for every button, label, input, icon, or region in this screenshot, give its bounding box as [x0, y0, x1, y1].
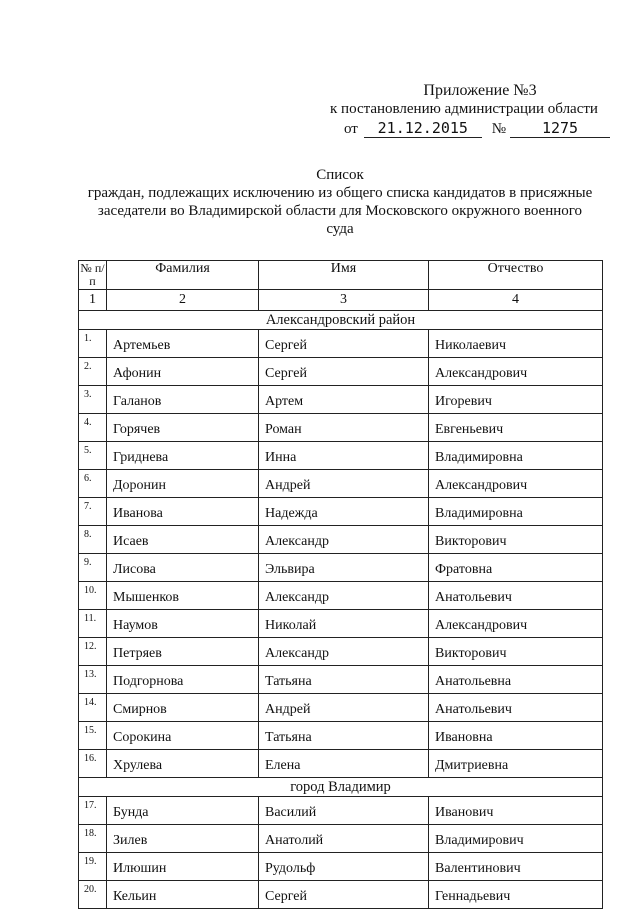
- patronymic-cell: Анатольевич: [429, 694, 603, 722]
- column-number: 4: [429, 290, 603, 311]
- patronymic-cell: Александрович: [429, 358, 603, 386]
- patronymic-cell: Евгеньевич: [429, 414, 603, 442]
- name-cell: Николай: [259, 610, 429, 638]
- heading-line-3: заседатели во Владимирской области для Московского окружного военного: [97, 203, 583, 219]
- appendix-date-line: [330, 120, 610, 138]
- row-number: 2.: [79, 358, 107, 386]
- row-number: 10.: [79, 582, 107, 610]
- surname-cell: Кельин: [107, 881, 259, 909]
- row-number: 20.: [79, 881, 107, 909]
- surname-cell: Бунда: [107, 797, 259, 825]
- appendix-title: Приложение №3: [423, 82, 537, 99]
- name-cell: Артем: [259, 386, 429, 414]
- row-number: 5.: [79, 442, 107, 470]
- name-cell: Анатолий: [259, 825, 429, 853]
- name-cell: Василий: [259, 797, 429, 825]
- surname-cell: Иванова: [107, 498, 259, 526]
- header-num: № п/п: [80, 261, 105, 288]
- document-heading: [60, 166, 620, 238]
- patronymic-cell: Иванович: [429, 797, 603, 825]
- row-number: 7.: [79, 498, 107, 526]
- name-cell: Сергей: [259, 881, 429, 909]
- column-numbers-row: [79, 290, 603, 311]
- row-number: 8.: [79, 526, 107, 554]
- surname-cell: Зилев: [107, 825, 259, 853]
- table-row: [79, 330, 603, 358]
- table-row: [79, 666, 603, 694]
- patronymic-cell: Геннадьевич: [429, 881, 603, 909]
- surname-cell: Артемьев: [107, 330, 259, 358]
- column-number: 3: [259, 290, 429, 311]
- name-cell: Александр: [259, 582, 429, 610]
- name-cell: Елена: [259, 750, 429, 778]
- name-cell: Андрей: [259, 694, 429, 722]
- surname-cell: Галанов: [107, 386, 259, 414]
- table-row: [79, 750, 603, 778]
- patronymic-cell: Владимирович: [429, 825, 603, 853]
- name-cell: Роман: [259, 414, 429, 442]
- heading-line-2: граждан, подлежащих исключению из общего списка кандидатов в присяжные: [87, 185, 593, 201]
- row-number: 6.: [79, 470, 107, 498]
- patronymic-cell: Александрович: [429, 610, 603, 638]
- name-cell: Эльвира: [259, 554, 429, 582]
- heading-line-4: суда: [326, 221, 354, 237]
- table-row: [79, 498, 603, 526]
- table-row: [79, 694, 603, 722]
- table-header-row: [79, 261, 603, 290]
- row-number: 3.: [79, 386, 107, 414]
- table-row: [79, 414, 603, 442]
- row-number: 9.: [79, 554, 107, 582]
- number-label: №: [491, 121, 507, 137]
- patronymic-cell: Валентинович: [429, 853, 603, 881]
- handwritten-date: 21.12.2015: [364, 120, 482, 138]
- surname-cell: Подгорнова: [107, 666, 259, 694]
- patronymic-cell: Игоревич: [429, 386, 603, 414]
- surname-cell: Доронин: [107, 470, 259, 498]
- candidates-table: [78, 260, 603, 909]
- row-number: 4.: [79, 414, 107, 442]
- appendix-subtitle: к постановлению администрации области: [330, 101, 598, 117]
- table-row: [79, 825, 603, 853]
- surname-cell: Горячев: [107, 414, 259, 442]
- table-row: [79, 881, 603, 909]
- header-patronymic: Отчество: [429, 261, 603, 290]
- patronymic-cell: Анатольевна: [429, 666, 603, 694]
- patronymic-cell: Фратовна: [429, 554, 603, 582]
- surname-cell: Илюшин: [107, 853, 259, 881]
- row-number: 14.: [79, 694, 107, 722]
- table-row: [79, 526, 603, 554]
- surname-cell: Исаев: [107, 526, 259, 554]
- table-row: [79, 358, 603, 386]
- appendix-block: [330, 82, 610, 138]
- surname-cell: Наумов: [107, 610, 259, 638]
- table-row: [79, 442, 603, 470]
- patronymic-cell: Владимировна: [429, 442, 603, 470]
- handwritten-number: 1275: [510, 120, 610, 138]
- name-cell: Татьяна: [259, 666, 429, 694]
- table-row: [79, 610, 603, 638]
- section-row: [79, 778, 603, 797]
- name-cell: Инна: [259, 442, 429, 470]
- patronymic-cell: Владимировна: [429, 498, 603, 526]
- header-surname: Фамилия: [107, 261, 259, 290]
- surname-cell: Мышенков: [107, 582, 259, 610]
- patronymic-cell: Александрович: [429, 470, 603, 498]
- patronymic-cell: Викторович: [429, 638, 603, 666]
- section-row: [79, 311, 603, 330]
- name-cell: Сергей: [259, 330, 429, 358]
- surname-cell: Лисова: [107, 554, 259, 582]
- surname-cell: Афонин: [107, 358, 259, 386]
- heading-title: Список: [316, 167, 364, 183]
- name-cell: Татьяна: [259, 722, 429, 750]
- column-number: 2: [107, 290, 259, 311]
- table-row: [79, 638, 603, 666]
- table-row: [79, 470, 603, 498]
- row-number: 16.: [79, 750, 107, 778]
- name-cell: Александр: [259, 526, 429, 554]
- row-number: 13.: [79, 666, 107, 694]
- surname-cell: Сорокина: [107, 722, 259, 750]
- column-number: 1: [79, 290, 107, 311]
- row-number: 17.: [79, 797, 107, 825]
- patronymic-cell: Викторович: [429, 526, 603, 554]
- from-label: от: [344, 121, 358, 137]
- name-cell: Александр: [259, 638, 429, 666]
- row-number: 11.: [79, 610, 107, 638]
- name-cell: Рудольф: [259, 853, 429, 881]
- table-row: [79, 722, 603, 750]
- surname-cell: Петряев: [107, 638, 259, 666]
- patronymic-cell: Николаевич: [429, 330, 603, 358]
- surname-cell: Смирнов: [107, 694, 259, 722]
- surname-cell: Хрулева: [107, 750, 259, 778]
- patronymic-cell: Дмитриевна: [429, 750, 603, 778]
- row-number: 18.: [79, 825, 107, 853]
- table-row: [79, 582, 603, 610]
- table-row: [79, 554, 603, 582]
- table-row: [79, 386, 603, 414]
- row-number: 1.: [79, 330, 107, 358]
- row-number: 19.: [79, 853, 107, 881]
- name-cell: Андрей: [259, 470, 429, 498]
- section-title: город Владимир: [79, 778, 603, 797]
- name-cell: Надежда: [259, 498, 429, 526]
- table-row: [79, 853, 603, 881]
- patronymic-cell: Ивановна: [429, 722, 603, 750]
- name-cell: Сергей: [259, 358, 429, 386]
- surname-cell: Гриднева: [107, 442, 259, 470]
- header-name: Имя: [259, 261, 429, 290]
- row-number: 12.: [79, 638, 107, 666]
- table-row: [79, 797, 603, 825]
- row-number: 15.: [79, 722, 107, 750]
- section-title: Александровский район: [79, 311, 603, 330]
- patronymic-cell: Анатольевич: [429, 582, 603, 610]
